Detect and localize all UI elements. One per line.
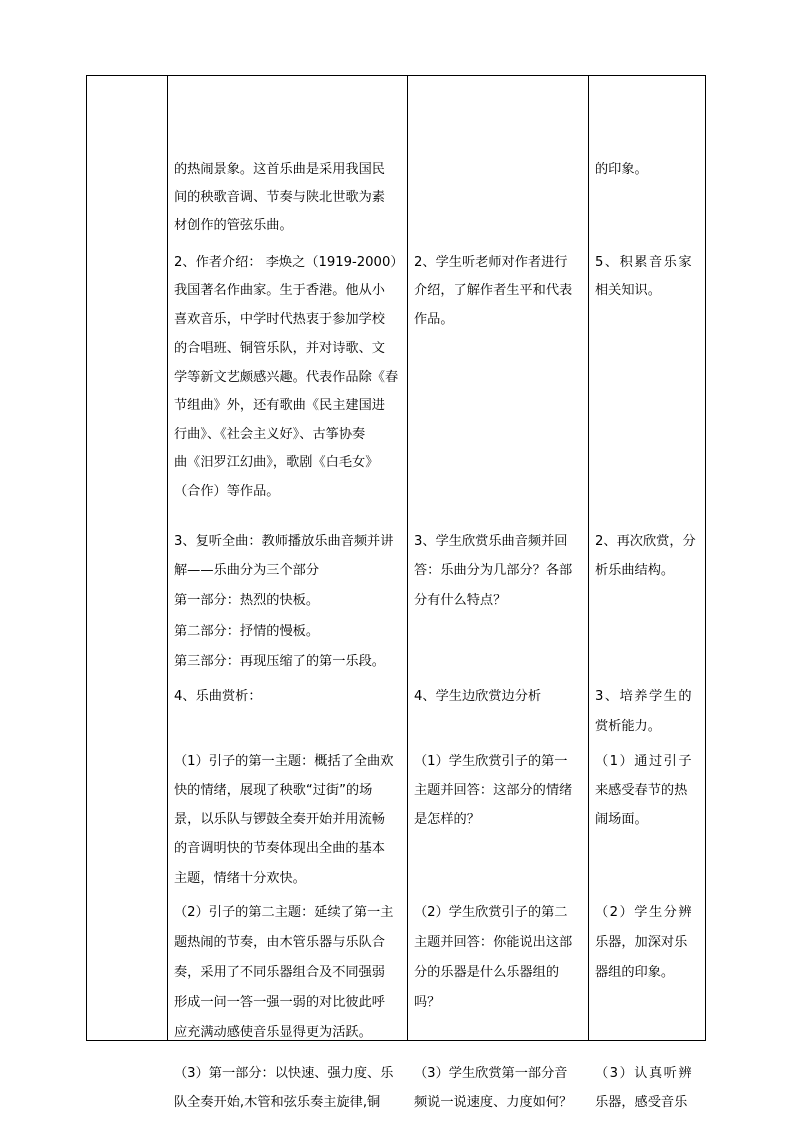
text-line: （3）学生欣赏第一部分音 <box>414 1066 568 1081</box>
text-line: 相关知识。 <box>595 283 661 298</box>
text-line: （2）引子的第二主题：延续了第一主 <box>174 905 394 920</box>
text-line: 第一部分：热烈的快板。 <box>174 593 320 608</box>
text-line: 2、作者介绍： 李焕之（1919-2000） <box>174 255 404 270</box>
text-line: 喜欢音乐，中学时代热衷于参加学校 <box>174 312 385 327</box>
text-line: 间的秧歌音调、节奏与陕北世歌为素 <box>174 190 385 205</box>
text-line: 闹场面。 <box>595 812 648 827</box>
text-line: 第三部分：再现压缩了的第一乐段。 <box>174 654 385 669</box>
text-line: 5、积累音乐家 <box>595 255 694 270</box>
text-line: 节组曲》外，还有歌曲《民主建国进 <box>174 398 385 413</box>
text-line: 题热闹的节奏，由木管乐器与乐队合 <box>174 935 385 950</box>
text-line: 形成一问一答一强一弱的对比彼此呼 <box>174 995 385 1010</box>
text-line: 答：乐曲分为几部分？各部 <box>414 563 573 578</box>
text-line: 我国著名作曲家。生于香港。他从小 <box>174 283 385 298</box>
text-line: （2）学生分辨 <box>595 905 694 920</box>
text-line: 的音调明快的节奏体现出全曲的基本 <box>174 841 385 856</box>
text-line: 赏析能力。 <box>595 719 661 734</box>
text-line: 4、乐曲赏析： <box>174 689 262 704</box>
text-line: 主题，情绪十分欢快。 <box>174 871 306 886</box>
column-divider <box>588 75 589 1041</box>
text-line: 分有什么特点？ <box>414 593 507 608</box>
text-line: 频说一说速度、力度如何？ <box>414 1095 573 1110</box>
text-line: 的合唱班、铜管乐队，并对诗歌、文 <box>174 341 385 356</box>
text-line: 3、学生欣赏乐曲音频并回 <box>414 534 568 549</box>
text-line: 介绍，了解作者生平和代表 <box>414 283 573 298</box>
text-line: 快的情绪，展现了秧歌“过街”的场 <box>174 783 373 798</box>
text-line: 2、再次欣赏，分 <box>595 534 696 549</box>
text-line: 乐器，加深对乐 <box>595 935 688 950</box>
text-line: 2、学生听老师对作者进行 <box>414 255 568 270</box>
text-line: （1）通过引子 <box>595 754 694 769</box>
text-line: 的热闹景象。这首乐曲是采用我国民 <box>174 162 385 177</box>
text-line: （合作）等作品。 <box>174 484 280 499</box>
text-line: 曲《汨罗江幻曲》，歌剧《白毛女》 <box>174 455 379 470</box>
text-line: 析乐曲结构。 <box>595 563 675 578</box>
text-line: 4、学生边欣赏边分析 <box>414 689 542 704</box>
column-divider <box>407 75 408 1041</box>
text-line: 3、复听全曲：教师播放乐曲音频并讲 <box>174 534 394 549</box>
text-line: 来感受春节的热 <box>595 783 688 798</box>
text-line: 景，以乐队与锣鼓全奏开始并用流畅 <box>174 812 385 827</box>
text-line: （3）第一部分：以快速、强力度、乐 <box>174 1066 394 1081</box>
text-line: 第二部分：抒情的慢板。 <box>174 624 320 639</box>
text-line: 是怎样的？ <box>414 812 480 827</box>
column-divider <box>167 75 168 1041</box>
text-line: 队全奏开始,木管和弦乐奏主旋律,铜 <box>174 1095 381 1110</box>
text-line: （3）认真听辨 <box>595 1066 694 1081</box>
text-line: 的印象。 <box>595 162 648 177</box>
text-line: （1）引子的第一主题：概括了全曲欢 <box>174 754 394 769</box>
text-line: 材创作的管弦乐曲。 <box>174 218 293 233</box>
text-line: 行曲》、《社会主义好》、古筝协奏 <box>174 427 366 442</box>
text-line: 解——乐曲分为三个部分 <box>174 563 320 578</box>
text-line: 3、培养学生的 <box>595 689 694 704</box>
text-line: 器组的印象。 <box>595 965 675 980</box>
text-line: 主题并回答：这部分的情绪 <box>414 783 573 798</box>
text-line: （2）学生欣赏引子的第二 <box>414 905 568 920</box>
text-line: 主题并回答：你能说出这部 <box>414 935 573 950</box>
text-line: 乐器，感受音乐 <box>595 1095 688 1110</box>
text-line: 应充满动感使音乐显得更为活跃。 <box>174 1025 372 1040</box>
text-line: 分的乐器是什么乐器组的 <box>414 965 560 980</box>
text-line: 奏，采用了不同乐器组合及不同强弱 <box>174 965 385 980</box>
text-line: 作品。 <box>414 312 454 327</box>
text-line: 吗？ <box>414 995 441 1010</box>
text-line: （1）学生欣赏引子的第一 <box>414 754 568 769</box>
text-line: 学等新文艺颇感兴趣。代表作品除《春 <box>174 370 399 385</box>
